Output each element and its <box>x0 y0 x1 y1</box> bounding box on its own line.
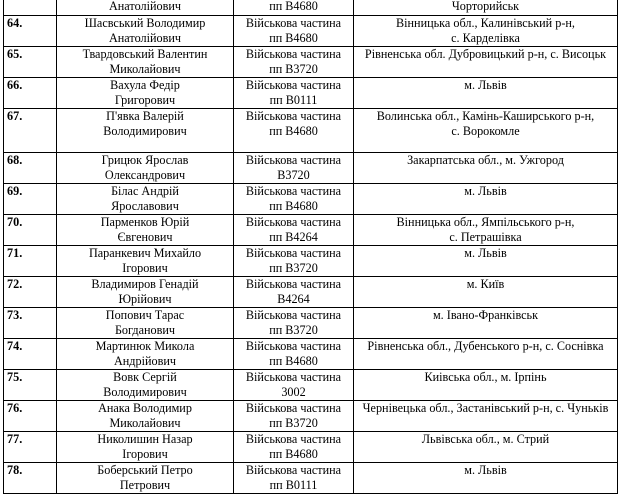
military-unit: пп В4680 <box>234 0 354 16</box>
place-of-residence: м. Івано-Франківськ <box>354 308 618 339</box>
person-name: Шасвський Володимир Анатолійович <box>57 16 234 47</box>
military-unit: Військова частина пп В3720 <box>234 308 354 339</box>
row-number: 72. <box>4 277 57 308</box>
person-name: Попович Тарас Богданович <box>57 308 234 339</box>
person-name: Білас Андрій Ярославович <box>57 184 234 215</box>
military-unit: Військова частина пп В3720 <box>234 401 354 432</box>
military-unit: Військова частина пп В4680 <box>234 109 354 153</box>
place-of-residence: Закарпатська обл., м. Ужгород <box>354 153 618 184</box>
place-of-residence: м. Львів <box>354 78 618 109</box>
military-unit: Військова частина 3002 <box>234 370 354 401</box>
place-of-residence: Чорторийськ <box>354 0 618 16</box>
person-name: Паранкевич Михайло Ігорович <box>57 246 234 277</box>
casualty-table <box>3 0 618 494</box>
military-unit: Військова частина пп В4680 <box>234 184 354 215</box>
person-name: Боберський Петро Петрович <box>57 463 234 494</box>
person-name: Анатолійович <box>57 0 234 16</box>
place-of-residence: м. Львів <box>354 246 618 277</box>
table-row <box>4 432 618 463</box>
military-unit: Військова частина пп В4264 <box>234 215 354 246</box>
military-unit: Військова частина пп В0111 <box>234 463 354 494</box>
table-row <box>4 339 618 370</box>
table-row <box>4 16 618 47</box>
person-name: Владимиров Генадій Юрійович <box>57 277 234 308</box>
table-row <box>4 246 618 277</box>
military-unit: Військова частина пп В4680 <box>234 16 354 47</box>
person-name: Вахула Федір Григорович <box>57 78 234 109</box>
place-of-residence: м. Львів <box>354 463 618 494</box>
place-of-residence: Львівська обл., м. Стрий <box>354 432 618 463</box>
person-name: Вовк Сергій Володимирович <box>57 370 234 401</box>
document-page <box>3 0 617 494</box>
table-row <box>4 153 618 184</box>
row-number: 76. <box>4 401 57 432</box>
military-unit: Військова частина пп В4680 <box>234 432 354 463</box>
military-unit: Військова частина пп В0111 <box>234 78 354 109</box>
person-name: Анака Володимир Миколайович <box>57 401 234 432</box>
row-number: 69. <box>4 184 57 215</box>
table-row <box>4 215 618 246</box>
place-of-residence: Вінницька обл., Ямпільського р-н, с. Петрашівка <box>354 215 618 246</box>
table-row <box>4 277 618 308</box>
person-name: Твардовський Валентин Миколайович <box>57 47 234 78</box>
place-of-residence: Киівська обл., м. Ірпінь <box>354 370 618 401</box>
table-row <box>4 463 618 494</box>
row-number: 65. <box>4 47 57 78</box>
military-unit: Військова частина пп В3720 <box>234 47 354 78</box>
military-unit: Військова частина В4264 <box>234 277 354 308</box>
table-row <box>4 184 618 215</box>
row-number: 73. <box>4 308 57 339</box>
person-name: Николишин Назар Ігорович <box>57 432 234 463</box>
row-number: 71. <box>4 246 57 277</box>
row-number: 70. <box>4 215 57 246</box>
table-row <box>4 370 618 401</box>
person-name: Парменков Юрій Євгенович <box>57 215 234 246</box>
place-of-residence: м. Львів <box>354 184 618 215</box>
table-row <box>4 78 618 109</box>
military-unit: Військова частина пп В4680 <box>234 339 354 370</box>
row-number: 78. <box>4 463 57 494</box>
row-number: 67. <box>4 109 57 153</box>
place-of-residence: Рівненська обл., Дубенського р-н, с. Соснівка <box>354 339 618 370</box>
military-unit: Військова частина пп В3720 <box>234 246 354 277</box>
place-of-residence: Чернівецька обл., Застанівський р-н, с. Чуньків <box>354 401 618 432</box>
place-of-residence: Вінницька обл., Калинівський р-н, с. Карделівка <box>354 16 618 47</box>
place-of-residence: Рівненська обл. Дубровицький р-н, с. Висоцьк <box>354 47 618 78</box>
row-number: 64. <box>4 16 57 47</box>
row-number <box>4 0 57 16</box>
place-of-residence: м. Київ <box>354 277 618 308</box>
person-name: П'явка Валерій Володимирович <box>57 109 234 153</box>
row-number: 66. <box>4 78 57 109</box>
row-number: 77. <box>4 432 57 463</box>
table-row <box>4 308 618 339</box>
place-of-residence: Волинська обл., Камінь-Каширського р-н, с. Ворокомле <box>354 109 618 153</box>
row-number: 68. <box>4 153 57 184</box>
row-number: 74. <box>4 339 57 370</box>
table-row <box>4 109 618 153</box>
table-row <box>4 401 618 432</box>
table-row <box>4 0 618 16</box>
row-number: 75. <box>4 370 57 401</box>
person-name: Мартинюк Микола Андрійович <box>57 339 234 370</box>
person-name: Грицюк Ярослав Олександрович <box>57 153 234 184</box>
military-unit: Військова частина В3720 <box>234 153 354 184</box>
table-row <box>4 47 618 78</box>
